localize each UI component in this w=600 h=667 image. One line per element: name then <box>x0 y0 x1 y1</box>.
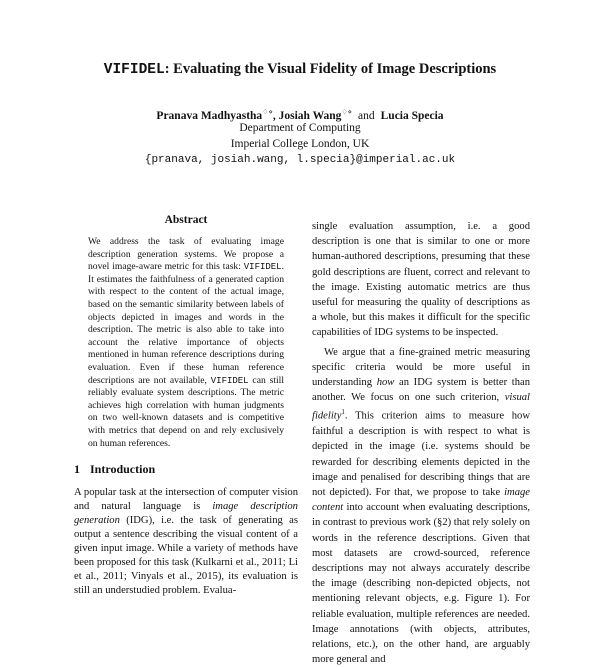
affiliation-department: Department of Computing <box>239 122 361 134</box>
abstract-text-1: We address the task of evaluating image description generation systems. We propose a novel image-aware metric for this task: <box>88 236 284 273</box>
intro-paragraph <box>74 486 298 598</box>
abstract-text-3: can still reliably evaluate system descriptions. The metric achieves high correlation with human judgments on two well-known datasets and is competitive with metrics that depend on and rely exclusively on human references. <box>88 374 284 449</box>
author-emails: {pranava, josiah.wang, l.specia}@imperial.ac.uk <box>144 154 456 166</box>
author-1: Pranava Madhyastha <box>156 109 263 122</box>
intro-emphasis: image description generation <box>74 501 298 526</box>
left-column-body <box>74 486 298 598</box>
author-line: Pranava Madhyastha♢⋄, Josiah Wang♢⋄ and Lucia Specia <box>156 108 444 122</box>
right-emphasis-how: how <box>376 377 395 389</box>
right-text-d: into account when evaluating descriptions, in contrast to previous work (§2) that rely solely on words in the reference descriptions. Given that most datasets are crowd-sourced, reference descriptions may not always accurately describe the image (describing non-depicted objects, not mentioning relevant objects, e.g. Figure 1). For reliable evaluation, multiple references are needed. Image annotations (with objects, attributes, relations, etc.), on the other hand, are arguably more general and <box>312 502 531 666</box>
right-emphasis-image-content: image content <box>312 486 530 514</box>
section-heading-introduction <box>74 462 155 477</box>
section-title: Introduction <box>90 462 156 476</box>
right-text-b: an IDG system is better than another. We focus on one such criterion, <box>312 377 530 404</box>
author-and: and <box>358 109 375 122</box>
right-text-c: . This criterion aims to measure how faithful a description is with respect to what is depicted in the image (i.e. systems should be rewarded for describing elements depicted in the image and penalised for describing things that are not depicted). For that, we propose to take <box>312 410 530 498</box>
title-system-name: VIFIDEL <box>103 62 165 78</box>
paper-title <box>0 60 600 79</box>
abstract-system-name: VIFIDEL <box>243 262 282 273</box>
author-2: Josiah Wang <box>278 109 342 122</box>
right-emphasis-visual-fidelity: visual fidelity <box>312 392 530 422</box>
intro-text-2: (IDG), i.e. the task of generating as output a sentence describing the visual content of a given input image. While a variety of methods have been proposed for this task (Kulkarni et al., 2011; Li et al., 2011; Vinyals et al., 2015), its evaluation is still an understudied problem. Evalua- <box>74 515 298 596</box>
intro-text-1: A popular task at the intersection of computer vision and natural language is <box>74 487 298 512</box>
right-paragraph-2 <box>312 345 530 667</box>
author-1-affiliation-mark: ♢⋄ <box>262 108 273 116</box>
author-3: Lucia Specia <box>380 109 444 122</box>
footnote-marker[interactable]: 1 <box>341 408 345 417</box>
abstract-text-2: . It estimates the faithfulness of a generated caption with respect to the content of the actual image, based on the semantic similarity between labels of objects depicted in images and words in the description. The metric is also able to take into account the relative importance of objects mentioned in human reference descriptions during evaluation. Even if these human reference descriptions are not available, <box>88 261 284 386</box>
affiliation-institution: Imperial College London, UK <box>230 138 370 150</box>
author-2-affiliation-mark: ♢⋄ <box>341 108 353 116</box>
right-paragraph-1: single evaluation assumption, i.e. a good description is one that is similar to one or more human-authored descriptions, presuming that these gold descriptions are fluent, correct and relevant to the image. Existing automatic metrics are thus useful for measuring the quality of descriptions as a whole, but this makes it difficult for the specific capabilities of IDG systems to be inspected. <box>312 221 530 339</box>
abstract-system-name-2: VIFIDEL <box>210 375 249 386</box>
abstract-body <box>88 236 284 450</box>
title-text: : Evaluating the Visual Fidelity of Image Descriptions <box>164 61 497 77</box>
section-number: 1 <box>74 462 80 476</box>
right-text-a: We argue that a fine-grained metric measuring specific criteria would be more useful in understanding <box>312 346 530 389</box>
abstract-heading: Abstract <box>164 214 208 226</box>
